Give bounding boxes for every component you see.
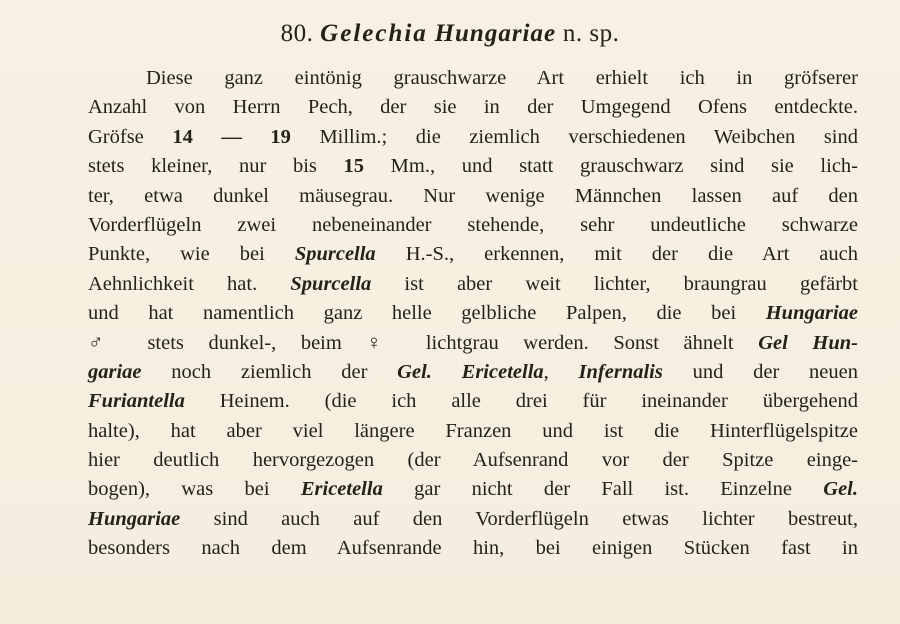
text-run: und hat namentlich ganz helle gelbliche Palpen, die bei bbox=[88, 302, 766, 325]
text-run: Anzahl von Herrn Pech, der sie in der Umgegend Ofens entdeckte. bbox=[88, 96, 858, 119]
text-line bbox=[88, 152, 858, 181]
text-line bbox=[88, 182, 858, 211]
species-heading bbox=[0, 20, 900, 48]
text-line bbox=[88, 329, 858, 358]
species-name: Hungariae bbox=[434, 20, 557, 47]
text-run: Gröfse bbox=[88, 125, 173, 148]
text-run: Punkte, wie bei bbox=[88, 243, 295, 266]
taxon-name: Furiantella bbox=[88, 390, 185, 413]
text-run: , bbox=[543, 360, 579, 383]
taxon-name: Infernalis bbox=[578, 360, 663, 383]
text-run: sind auch auf den Vorderflügeln etwas lichter bestreut, bbox=[180, 507, 858, 530]
text-run: ist aber weit lichter, braungrau gefärbt bbox=[371, 272, 858, 295]
text-line bbox=[88, 475, 858, 504]
text-line bbox=[88, 123, 858, 152]
text-run: halte), hat aber viel längere Franzen und ist die Hinterflügelspitze bbox=[88, 419, 858, 442]
new-species-marker: n. sp. bbox=[562, 20, 620, 47]
taxon-name: Ericetella bbox=[300, 478, 383, 501]
text-run: Diese ganz eintönig grauschwarze Art erhielt ich in gröfserer bbox=[146, 67, 858, 89]
text-line bbox=[88, 387, 858, 416]
description-text bbox=[88, 64, 858, 564]
taxon-name: Gel Hun- bbox=[758, 331, 858, 354]
text-run: und der neuen bbox=[662, 360, 858, 383]
taxon-name: gariae bbox=[88, 360, 142, 383]
text-line bbox=[88, 211, 858, 240]
text-run: bogen), was bei bbox=[88, 478, 301, 501]
text-run: Mm., und statt grauschwarz sind sie lich- bbox=[364, 155, 858, 178]
text-run: Heinem. (die ich alle drei für ineinander übergehend bbox=[184, 390, 858, 413]
text-line bbox=[88, 505, 858, 534]
text-run: Aehnlichkeit hat. bbox=[88, 272, 291, 295]
text-run: H.-S., erkennen, mit der die Art auch bbox=[375, 243, 859, 266]
taxon-name: Gel. Ericetella bbox=[397, 360, 544, 383]
text-line bbox=[88, 358, 858, 387]
text-line bbox=[88, 93, 858, 122]
text-line bbox=[88, 299, 858, 328]
text-run: hier deutlich hervorgezogen (der Aufsenrand vor der Spitze einge- bbox=[88, 449, 858, 472]
taxon-name: Hungariae bbox=[765, 302, 858, 325]
text-line bbox=[88, 534, 858, 563]
text-run: Millim.; die ziemlich verschiedenen Weibchen sind bbox=[290, 125, 859, 148]
taxon-name: Spurcella bbox=[290, 272, 372, 295]
text-run: noch ziemlich der bbox=[141, 360, 398, 383]
text-line bbox=[88, 270, 858, 299]
text-line bbox=[88, 240, 858, 269]
text-run: gar nicht der Fall ist. Einzelne bbox=[382, 478, 824, 501]
genus-name: Gelechia bbox=[320, 20, 428, 47]
text-run: ter, etwa dunkel mäusegrau. Nur wenige Männchen lassen auf den bbox=[88, 184, 858, 207]
taxon-name: Gel. bbox=[823, 478, 859, 501]
taxon-name: Hungariae bbox=[88, 507, 181, 530]
entry-number: 80. bbox=[280, 20, 314, 47]
text-run: ♂ stets dunkel-, beim ♀ lichtgrau werden. Sonst ähnelt bbox=[88, 331, 759, 354]
text-run: 15 bbox=[343, 155, 365, 178]
taxon-name: Spurcella bbox=[294, 243, 376, 266]
text-run: 14 — 19 bbox=[172, 125, 291, 148]
text-line bbox=[88, 417, 858, 446]
text-run: besonders nach dem Aufsenrande hin, bei einigen Stücken fast in bbox=[88, 537, 858, 560]
text-run: stets kleiner, nur bis bbox=[88, 155, 344, 178]
text-line bbox=[88, 446, 858, 475]
text-line bbox=[88, 64, 858, 93]
text-run: Vorderflügeln zwei nebeneinander stehende, sehr undeutliche schwarze bbox=[88, 213, 858, 236]
